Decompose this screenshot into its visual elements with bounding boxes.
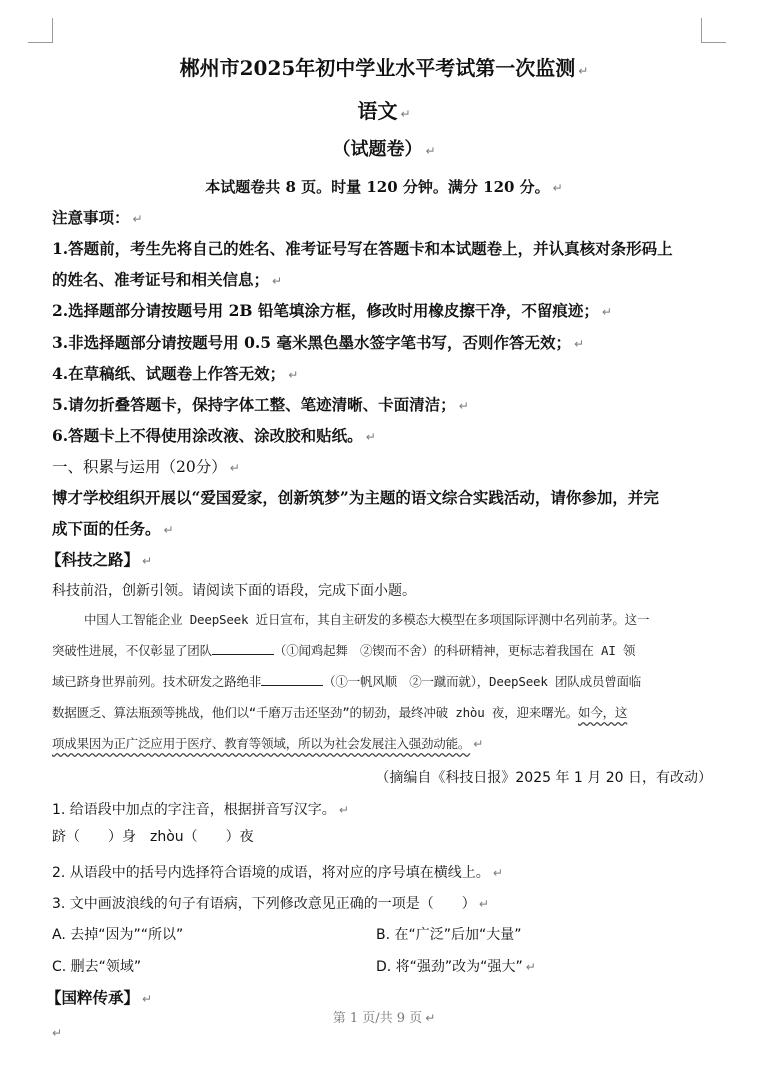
reading-passage [52, 604, 704, 760]
page-number: 第 1 页/共 9 页 ↵ [332, 1011, 436, 1026]
answer-blank[interactable] [212, 642, 274, 655]
paragraph-mark-icon: ↵ [52, 1026, 63, 1040]
passage-source: （摘编自《科技日报》2025 年 1 月 20 日，有改动） [375, 770, 712, 786]
paragraph-mark-icon: ↵ [338, 803, 349, 817]
paragraph-mark-icon: ↵ [229, 461, 240, 475]
paragraph-mark-icon: ↵ [142, 992, 153, 1006]
paragraph-mark-icon: ↵ [578, 64, 589, 78]
answer-blank[interactable] [261, 673, 323, 686]
question-3: 3. 文中画波浪线的句子有语病，下列修改意见正确的一项是（ ） ↵ [52, 896, 489, 912]
paragraph-mark-icon: ↵ [425, 1011, 436, 1025]
notice-item: 4.在草稿纸、试题卷上作答无效； ↵ [52, 364, 299, 383]
paragraph-mark-icon: ↵ [288, 368, 299, 382]
paragraph-mark-icon: ↵ [132, 212, 143, 226]
paragraph-mark-icon: ↵ [573, 337, 585, 351]
question-1-blanks: 跻（ ）身 zhòu（ ）夜 [52, 829, 254, 845]
notice-item: 6.答题卡上不得使用涂改液、涂改胶和贴纸。 ↵ [52, 426, 376, 445]
paragraph-mark-icon: ↵ [552, 181, 563, 195]
option-a[interactable]: A. 去掉“因为”“所以” [52, 927, 184, 943]
paragraph-mark-icon: ↵ [163, 523, 174, 537]
trailing-paragraph [52, 1022, 62, 1041]
passage-line: 突破性进展，不仅彰显了团队 （①闻鸡起舞 ②锲而不舍）的科研精神，更标志着我国在 AI 领 [52, 643, 636, 658]
sub-heading: 【科技之路】 ↵ [46, 550, 153, 569]
exam-info: 本试题卷共 8 页。时量 120 分钟。满分 120 分。 ↵ [205, 178, 563, 196]
option-b[interactable]: B. 在“广泛”后加“大量” [376, 927, 522, 943]
notice-item: 2.选择题部分请按题号用 2B 铅笔填涂方框，修改时用橡皮擦干净，不留痕迹； ↵ [52, 301, 612, 320]
paragraph-mark-icon: ↵ [458, 399, 469, 413]
section-intro: 博才学校组织开展以“爱国爱家，创新筑梦”为主题的语文综合实践活动，请你参加，并完 [52, 488, 659, 507]
passage-line: 域已跻身世界前列。技术研发之路绝非 （①一帆风顺 ②一蹴而就），DeepSeek 团队成员曾面临 [52, 674, 642, 689]
section-heading: 一、积累与运用（20分） ↵ [52, 458, 240, 476]
notice-item: 1.答题前，考生先将自己的姓名、准考证号写在答题卡和本试题卷上，并认真核对条形码上 [52, 239, 673, 258]
paper-type: （试题卷） ↵ [332, 139, 436, 160]
passage-line: 项成果因为正广泛应用于医疗、教育等领域，所以为社会发展注入强劲动能。 ↵ [52, 736, 484, 751]
question-2: 2. 从语段中的括号内选择符合语境的成语，将对应的序号填在横线上。 ↵ [52, 865, 503, 881]
paragraph-mark-icon: ↵ [525, 960, 536, 974]
reading-instruction: 科技前沿，创新引领。请阅读下面的语段，完成下面小题。 [52, 583, 416, 599]
corner-mark-top-left [28, 18, 53, 43]
paragraph-mark-icon: ↵ [601, 305, 612, 319]
next-sub-heading: 【国粹传承】 ↵ [46, 988, 153, 1007]
notice-heading: 注意事项： ↵ [52, 208, 143, 227]
corner-mark-top-right [701, 18, 726, 43]
subject-title: 语文 ↵ [357, 99, 411, 123]
question-1: 1. 给语段中加点的字注音，根据拼音写汉字。 ↵ [52, 802, 349, 818]
section-intro: 成下面的任务。 ↵ [52, 519, 174, 538]
notice-item: 的姓名、准考证号和相关信息； ↵ [52, 270, 283, 289]
paragraph-mark-icon: ↵ [425, 144, 436, 158]
option-d[interactable]: D. 将“强劲”改为“强大” ↵ [376, 959, 536, 975]
paragraph-mark-icon: ↵ [142, 554, 153, 568]
paragraph-mark-icon: ↵ [272, 274, 283, 288]
paragraph-mark-icon: ↵ [473, 737, 484, 751]
paragraph-mark-icon: ↵ [492, 866, 503, 880]
paragraph-mark-icon: ↵ [365, 430, 376, 444]
paragraph-mark-icon: ↵ [400, 107, 411, 121]
notice-item: 5.请勿折叠答题卡，保持字体工整、笔迹清晰、卡面清洁； ↵ [52, 395, 469, 414]
passage-line: 数据匮乏、算法瓶颈等挑战，他们以“千磨万击还坚劲”的韧劲，最终冲破 zhòu 夜，迎来曙光。如今，这 [52, 705, 628, 720]
exam-title: 郴州市2025年初中学业水平考试第一次监测 ↵ [179, 56, 589, 80]
paragraph-mark-icon: ↵ [478, 897, 489, 911]
notice-item: 3.非选择题部分请按题号用 0.5 毫米黑色墨水签字笔书写，否则作答无效； ↵ [52, 333, 585, 352]
option-c[interactable]: C. 删去“领域” [52, 959, 142, 975]
passage-line: 中国人工智能企业 DeepSeek 近日宣布，其自主研发的多模态大模型在多项国际评测中名列前茅。这一 [84, 612, 650, 627]
